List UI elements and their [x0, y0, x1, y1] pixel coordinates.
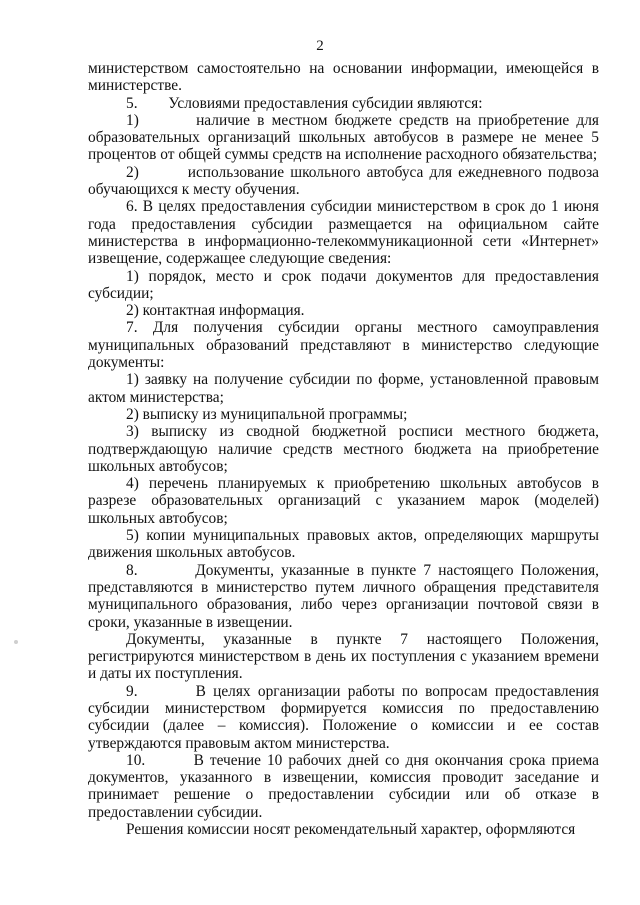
paragraph-5-item-1: 1) наличие в местном бюджете средств на приобретение для образовательных организаций школьных автобусов в размере не менее 5 процентов от общей суммы средств на исполнение расходного обязательства; — [88, 111, 603, 164]
paragraph-7: 7. Для получения субсидии органы местного самоуправления муниципальных образований представляют в министерство следующие документы: — [88, 319, 599, 372]
paragraph-6: 6. В целях предоставления субсидии министерством в срок до 1 июня года предоставления субсидии размещается на официальном сайте министерства в информационно-телекоммуникационной сети «Интернет» извещение, содержащее следующие сведения: — [88, 198, 599, 268]
scan-speck — [14, 640, 18, 644]
paragraph-6-item-1: 1) порядок, место и срок подачи документов для предоставления субсидии; — [88, 267, 599, 302]
paragraph-10: 10. В течение 10 рабочих дней со дня окончания срока приема документов, указанного в извещении, комиссия проводит заседание и принимает решение о предоставлении субсидии или об отказе в предоставлении субсидии. — [88, 751, 603, 821]
paragraph-9: 9. В целях организации работы по вопросам предоставления субсидии министерством формируется комиссия по предоставлению субсидии (далее – комиссия). Положение о комиссии и ее состав утверждаются правовым актом министерства. — [88, 682, 603, 752]
document-body — [88, 60, 603, 839]
paragraph-7-item-5: 5) копии муниципальных правовых актов, определяющих маршруты движения школьных автобусов. — [88, 527, 599, 562]
paragraph-5-item-2: 2) использование школьного автобуса для ежедневного подвоза обучающихся к месту обучения. — [88, 163, 603, 199]
paragraph-continuation: министерством самостоятельно на основании информации, имеющейся в министерстве. — [88, 60, 599, 95]
paragraph-7-item-4: 4) перечень планируемых к приобретению школьных автобусов в разрезе образовательных организаций с указанием марок (моделей) школьных автобусов; — [88, 475, 599, 527]
paragraph-6-item-2: 2) контактная информация. — [126, 302, 305, 320]
paragraph-7-item-1: 1) заявку на получение субсидии по форме, установленной правовым актом министерства; — [88, 371, 599, 406]
paragraph-8-registration: Документы, указанные в пункте 7 настоящего Положения, регистрируются министерством в день их поступления с указанием времени и даты их поступления. — [88, 630, 599, 683]
paragraph-7-item-2: 2) выписку из муниципальной программы; — [126, 405, 408, 423]
page-number: 2 — [316, 38, 324, 54]
paragraph-10-decisions: Решения комиссии носят рекомендательный характер, оформляются — [126, 821, 576, 839]
paragraph-8: 8. Документы, указанные в пункте 7 настоящего Положения, представляются в министерство путем личного обращения представителя муниципального образования, либо через организации почтовой связи в сроки, указанные в извещении. — [88, 561, 603, 631]
paragraph-5-conditions: 5. Условиями предоставления субсидии являются: — [126, 94, 483, 112]
paragraph-7-item-3: 3) выписку из сводной бюджетной росписи местного бюджета, подтверждающую наличие средств местного бюджета на приобретение школьных автобусов; — [88, 423, 599, 475]
